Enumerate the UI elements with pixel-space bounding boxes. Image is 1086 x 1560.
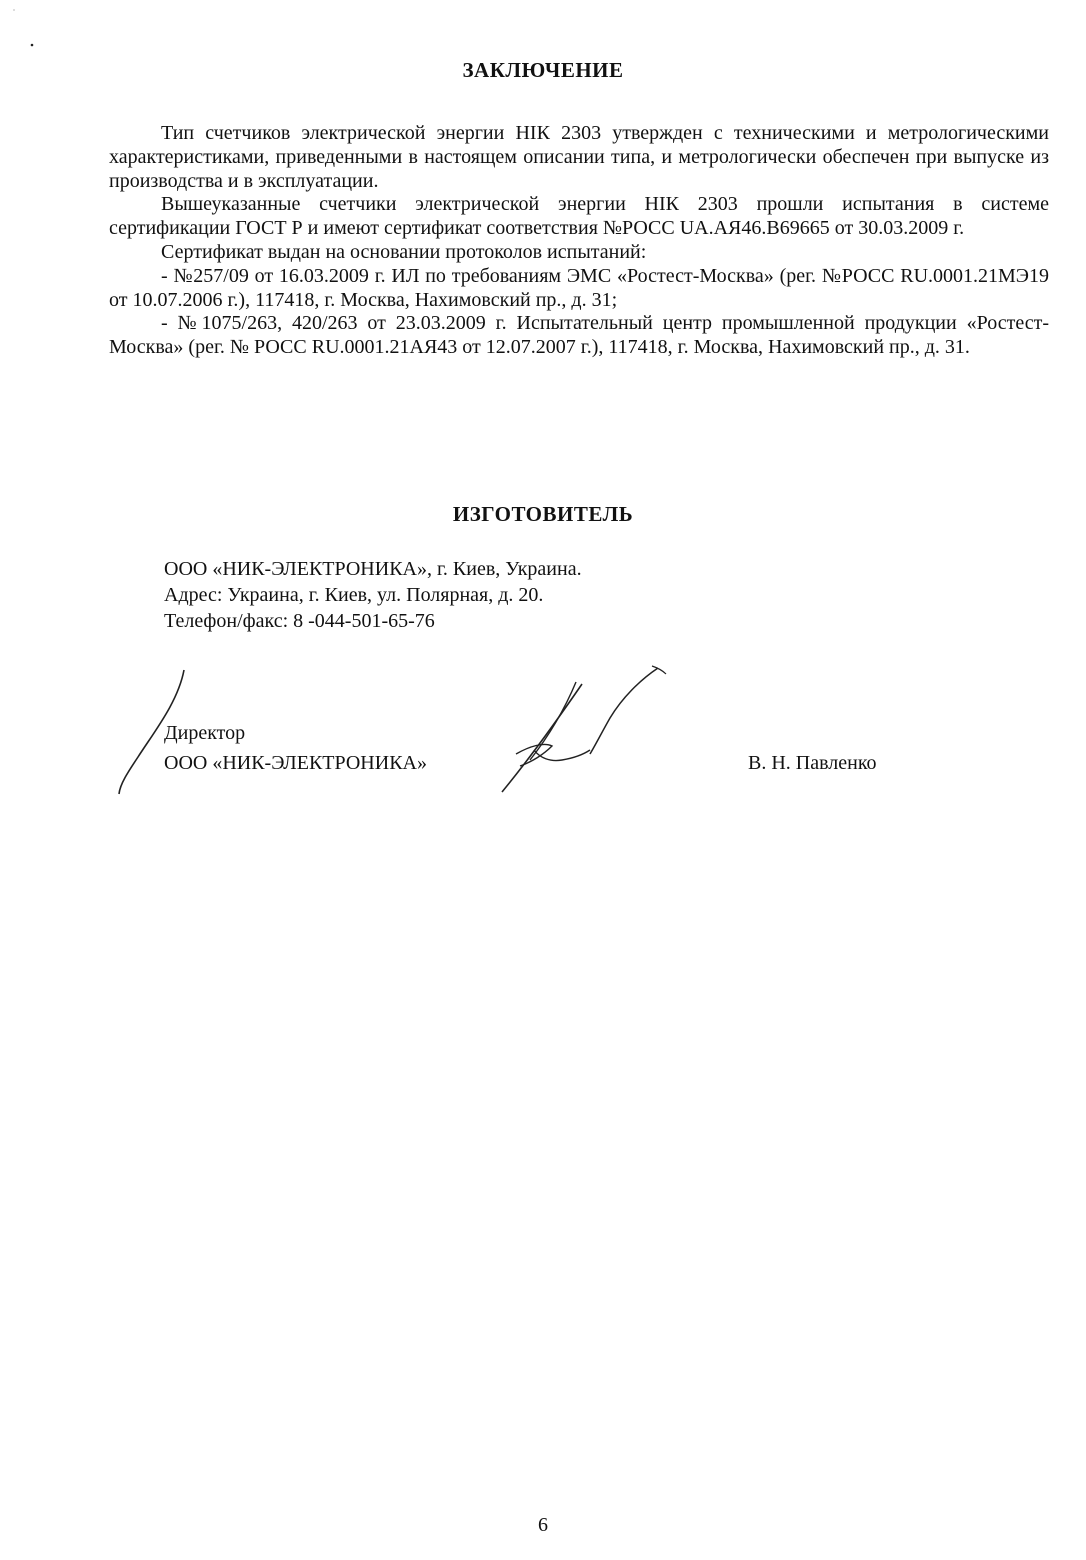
conclusion-title: ЗАКЛЮЧЕНИЕ xyxy=(462,58,624,82)
page-number: 6 xyxy=(538,1514,548,1536)
signer-name: В. Н. Павленко xyxy=(748,752,877,774)
conclusion-body xyxy=(109,122,1049,360)
conclusion-paragraph: - №1075/263, 420/263 от 23.03.2009 г. Испытательный центр промышленной продукции «Ростест-Москва» (рег. № РОСС RU.0001.21АЯ43 от 12.07.2007 г.), 117418, г. Москва, Нахимовский пр., д. 31. xyxy=(109,312,1049,359)
handwritten-signature xyxy=(490,658,680,798)
conclusion-paragraph: Вышеуказанные счетчики электрической энергии НІК 2303 прошли испытания в системе сертификации ГОСТ Р и имеют сертификат соответствия №РОСС UA.АЯ46.В69665 от 30.03.2009 г. xyxy=(109,193,1049,240)
manufacturer-title: ИЗГОТОВИТЕЛЬ xyxy=(452,502,634,526)
signer-company: ООО «НИК-ЭЛЕКТРОНИКА» xyxy=(164,752,427,774)
manufacturer-phone: Телефон/факс: 8 -044-501-65-76 xyxy=(164,610,435,632)
conclusion-paragraph: Тип счетчиков электрической энергии НІК 2303 утвержден с техническими и метрологическими характеристиками, приведенными в настоящем описании типа, и метрологически обеспечен при выпуске из производства и в эксплуатации. xyxy=(109,122,1049,192)
scan-specks xyxy=(0,0,60,60)
manufacturer-address: Адрес: Украина, г. Киев, ул. Полярная, д. 20. xyxy=(164,584,544,606)
signer-block xyxy=(164,718,427,778)
signer-position: Директор xyxy=(164,722,246,744)
conclusion-paragraph: Сертификат выдан на основании протоколов испытаний: xyxy=(161,240,647,263)
manufacturer-info xyxy=(164,556,582,634)
conclusion-paragraph: - №257/09 от 16.03.2009 г. ИЛ по требованиям ЭМС «Ростест-Москва» (рег. №РОСС RU.0001.21МЭ19 от 10.07.2006 г.), 117418, г. Москва, Нахимовский пр., д. 31; xyxy=(109,264,1049,311)
manufacturer-name: ООО «НИК-ЭЛЕКТРОНИКА», г. Киев, Украина. xyxy=(164,558,582,580)
